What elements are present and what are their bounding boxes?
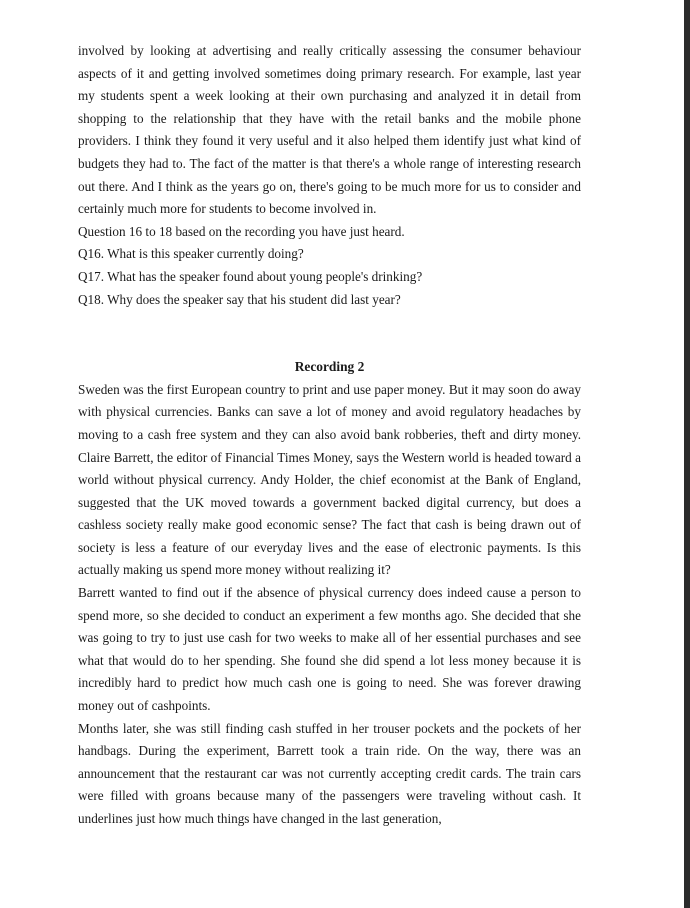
question-18: Q18. Why does the speaker say that his student did last year? [78, 291, 401, 307]
page-edge-divider [684, 0, 690, 908]
recording-paragraph-2: Barrett wanted to find out if the absence of physical currency does indeed cause a person to spend more, so she decided to conduct an experiment a few months ago. She decided that she was going to try to just use cash for two weeks to make all of her essential purchases and see what that would do to her spending. She found she did spend a lot less money because it is incredibly hard to predict how much cash one is going to need. She was forever drawing money out of cashpoints. [78, 585, 581, 714]
document-body [78, 40, 581, 831]
section-spacer [78, 311, 581, 356]
question-16: Q16. What is this speaker currently doing? [78, 246, 304, 262]
recording-paragraph-1: Sweden was the first European country to print and use paper money. But it may soon do away with physical currencies. Banks can save a lot of money and avoid regulatory headaches by moving to a cash free system and they can also avoid bank robberies, theft and dirty money. Claire Barrett, the editor of Financial Times Money, says the Western world is headed toward a world without physical currency. Andy Holder, the chief economist at the Bank of England, suggested that the UK moved towards a government backed digital currency, but does a cashless society really make good economic sense? The fact that cash is being drawn out of society is less a feature of our everyday lives and the ease of electronic payments. Is this actually making us spend more money without realizing it? [78, 381, 581, 578]
question-intro: Question 16 to 18 based on the recording you have just heard. [78, 223, 405, 239]
intro-paragraph: involved by looking at advertising and really critically assessing the consumer behaviour aspects of it and getting involved sometimes doing primary research. For example, last year my students spent a week looking at their own purchasing and analyzed it in detail from shopping to the relationship that they have with the retail banks and the mobile phone providers. I think they found it very useful and it also helped them identify just what kind of budgets they had to. The fact of the matter is that there's a whole range of interesting research out there. And I think as the years go on, there's going to be much more for us to consider and certainly much more for students to become involved in. [78, 43, 581, 217]
question-17: Q17. What has the speaker found about young people's drinking? [78, 268, 423, 284]
recording-title: Recording 2 [294, 359, 365, 375]
recording-paragraph-3: Months later, she was still finding cash stuffed in her trouser pockets and the pockets of her handbags. During the experiment, Barrett took a train ride. On the way, there was an announcement that the restaurant car was not currently accepting credit cards. The train cars were filled with groans because many of the passengers were traveling without cash. It underlines just how much things have changed in the last generation, [78, 720, 581, 826]
